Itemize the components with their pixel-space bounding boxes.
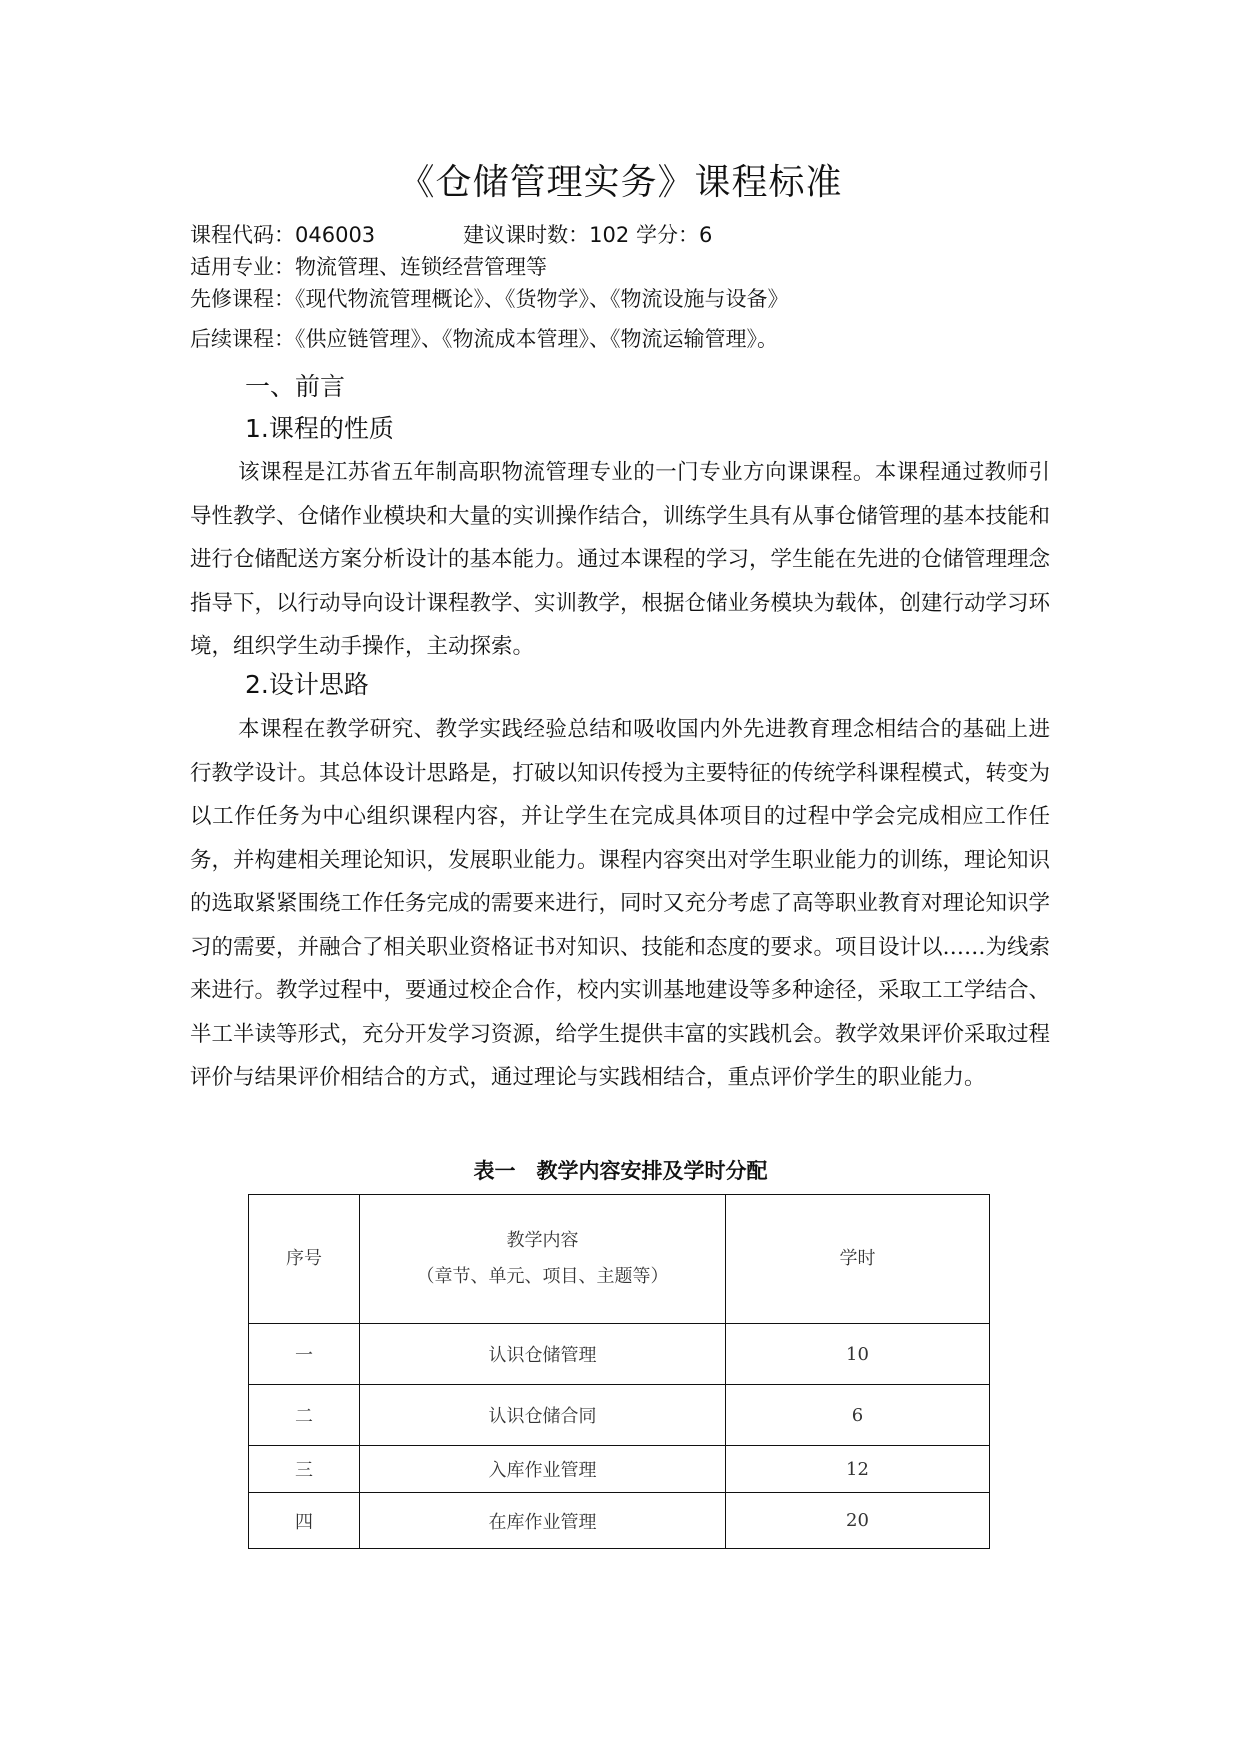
paragraph-design-ideas: 本课程在教学研究、教学实践经验总结和吸收国内外先进教育理念相结合的基础上进行教学设计。其总体设计思路是，打破以知识传授为主要特征的传统学科课程模式，转变为以工作任务为中心组织课程内容，并让学生在完成具体项目的过程中学会完成相应工作任务，并构建相关理论知识，发展职业能力。课程内容突出对学生职业能力的训练，理论知识的选取紧紧围绕工作任务完成的需要来进行，同时又充分考虑了高等职业教育对理论知识学习的需要，并融合了相关职业资格证书对知识、技能和态度的要求。项目设计以……为线索来进行。教学过程中，要通过校企合作，校内实训基地建设等多种途径，采取工工学结合、半工半读等形式，充分开发学习资源，给学生提供丰富的实践机会。教学效果评价采取过程评价与结果评价相结合的方式，通过理论与实践相结合，重点评价学生的职业能力。 — [190, 717, 1051, 1090]
paragraph-course-nature: 该课程是江苏省五年制高职物流管理专业的一门专业方向课课程。本课程通过教师引导性教学、仓储作业模块和大量的实训操作结合，训练学生具有从事仓储管理的基本技能和进行仓储配送方案分析设计的基本能力。通过本课程的学习，学生能在先进的仓储管理理念指导下，以行动导向设计课程教学、实训教学，根据仓储业务模块为载体，创建行动学习环境，组织学生动手操作，主动探索。 — [190, 460, 1051, 659]
subheading-design-ideas: 2.设计思路 — [245, 670, 369, 699]
cell-hours: 10 — [726, 1324, 990, 1385]
page-title: 《仓储管理实务》课程标准 — [398, 162, 843, 203]
course-code-line — [190, 218, 712, 252]
followup-line — [190, 322, 778, 356]
cell-hours: 6 — [726, 1385, 990, 1446]
prereq-value: 《现代物流管理概论》、《货物学》、《物流设施与设备》 — [295, 287, 789, 311]
table-row — [249, 1324, 990, 1385]
cell-content: 认识仓储合同 — [360, 1385, 726, 1446]
cell-content: 在库作业管理 — [360, 1493, 726, 1549]
followup-label: 后续课程： — [190, 327, 295, 351]
cell-content: 认识仓储管理 — [360, 1324, 726, 1385]
credit-value: 6 — [698, 223, 713, 247]
majors-label: 适用专业： — [190, 255, 295, 279]
majors-value: 物流管理、连锁经营管理等 — [295, 255, 547, 279]
table-caption: 表一 教学内容安排及学时分配 — [473, 1159, 768, 1183]
cell-seq: 一 — [249, 1324, 360, 1385]
table-row — [249, 1385, 990, 1446]
cell-seq: 二 — [249, 1385, 360, 1446]
table-header-row — [249, 1195, 990, 1324]
cell-seq: 三 — [249, 1446, 360, 1493]
table-row — [249, 1446, 990, 1493]
subheading-course-nature: 1.课程的性质 — [245, 414, 394, 443]
cell-hours: 12 — [726, 1446, 990, 1493]
prereq-line — [190, 282, 789, 316]
credit-label: 学分： — [635, 223, 699, 247]
cell-hours: 20 — [726, 1493, 990, 1549]
table-row — [249, 1493, 990, 1549]
cell-content: 入库作业管理 — [360, 1446, 726, 1493]
header-hours: 学时 — [726, 1195, 990, 1324]
teaching-plan-table — [248, 1194, 990, 1549]
header-content-line2: （章节、单元、项目、主题等） — [416, 1266, 669, 1287]
header-content — [360, 1195, 726, 1324]
section-heading-preface: 一、前言 — [245, 372, 346, 401]
cell-seq: 四 — [249, 1493, 360, 1549]
majors-line — [190, 250, 547, 284]
hours-label: 建议课时数： — [463, 223, 590, 247]
prereq-label: 先修课程： — [190, 287, 295, 311]
followup-value: 《供应链管理》、《物流成本管理》、《物流运输管理》。 — [295, 327, 778, 351]
course-code-label: 课程代码： — [190, 223, 295, 247]
header-content-line1: 教学内容 — [506, 1230, 579, 1251]
header-seq: 序号 — [249, 1195, 360, 1324]
course-code-value: 046003 — [295, 223, 376, 247]
hours-value: 102 — [589, 223, 630, 247]
